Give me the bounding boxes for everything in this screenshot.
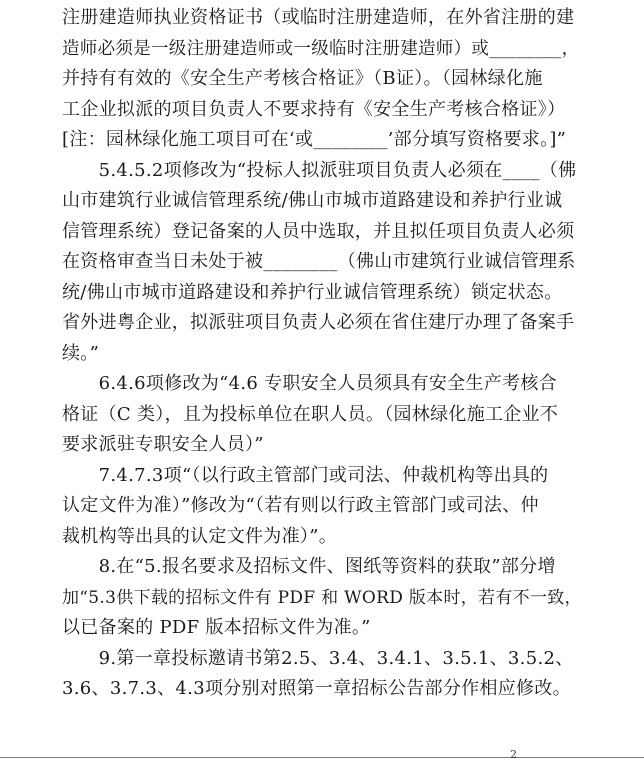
text-line: 造师必须是一级注册建造师或一级临时注册建造师）或________， [62,38,580,59]
text-line: 6.4.6项修改为“4.6 专职安全人员须具有安全生产考核合 [62,373,557,394]
text-line: 8.在“5.报名要求及招标文件、图纸等资料的获取”部分增 [62,556,556,577]
text-line: 统/佛山市城市道路建设和养护行业诚信管理系统）锁定状态。 [62,281,563,303]
text-line: 要求派驻专职安全人员）” [62,434,264,455]
footer-divider [0,757,644,758]
text-line: 9.第一章投标邀请书第2.5、3.4、3.4.1、3.5.1、3.5.2、 [62,647,574,669]
text-line: 格证（C 类），且为投标单位在职人员。（园林绿化施工企业不 [62,403,559,425]
text-line: 工企业拟派的项目负责人不要求持有《安全生产考核合格证》） [62,98,566,120]
text-line: 5.4.5.2项修改为“投标人拟派驻项目负责人必须在____（佛 [62,159,577,181]
text-line: 裁机构等出具的认定文件为准）”。 [62,525,338,547]
text-line: 认定文件为准）”修改为“（若有则以行政主管部门或司法、仲 [62,495,539,516]
text-line: 在资格审查当日未处于被________（佛山市建筑行业诚信管理系 [62,251,576,272]
text-line: 并持有有效的《安全生产考核合格证》（B证）。（园林绿化施 [62,68,543,89]
page-number: 2 [510,748,517,761]
text-line: 7.4.7.3项“（以行政主管部门或司法、仲裁机构等出具的 [62,464,549,486]
text-line: 山市建筑行业诚信管理系统/佛山市城市道路建设和养护行业诚 [62,190,563,211]
text-line: 3.6、3.7.3、4.3项分别对照第一章招标公告部分作相应修改。 [62,678,571,699]
text-line: [注：园林绿化施工项目可在‘或________’部分填写资格要求。]” [62,129,567,150]
text-line: 以已备案的 PDF 版本招标文件为准。” [62,617,371,638]
text-line: 注册建造师执业资格证书（或临时注册建造师，在外省注册的建 [62,7,575,28]
text-line: 加“5.3供下载的招标文件有 PDF 和 WORD 版本时，若有不一致， [62,587,582,608]
text-line: 续。” [62,342,100,364]
text-line: 信管理系统）登记备案的人员中选取，并且拟任项目负责人必须 [62,220,575,242]
text-line: 省外进粤企业，拟派驻项目负责人必须在省住建厅办理了备案手 [62,312,575,333]
